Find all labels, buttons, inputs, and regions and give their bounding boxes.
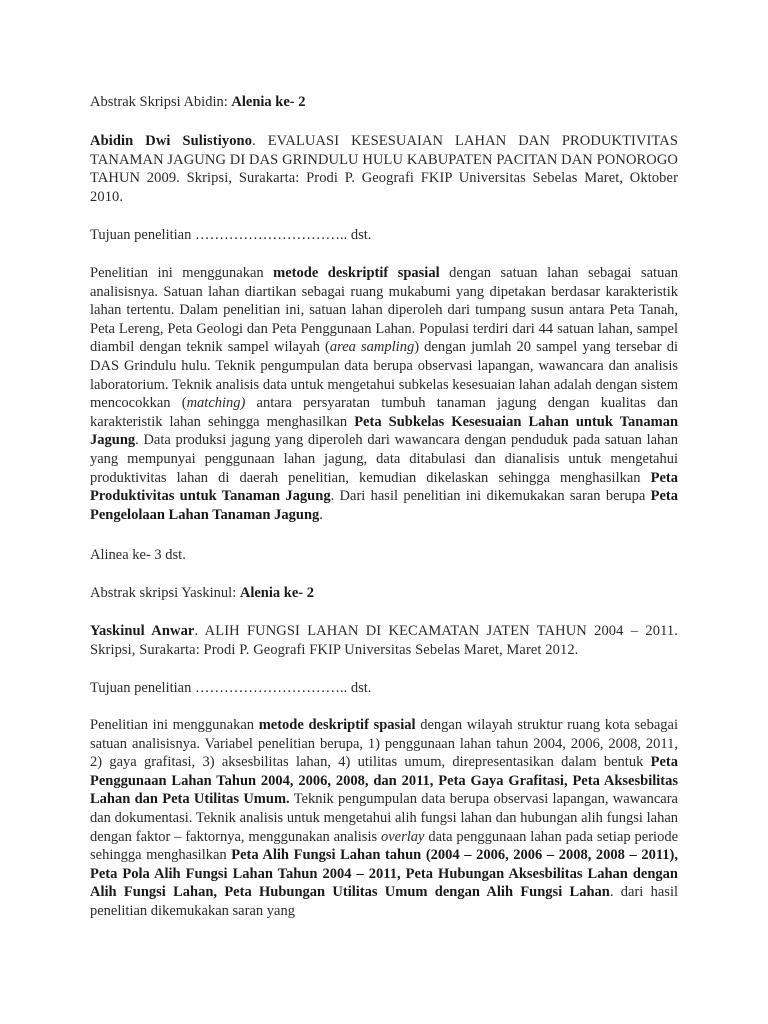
heading-paragraph-label: Alenia ke- 2 [239,585,314,601]
body-italic-term: area sampling [329,339,415,356]
citation-text: . ALIH FUNGSI LAHAN DI KECAMATAN JATEN TAHUN 2004 – 2011. Skripsi, Surakarta: Prodi P. Geografi FKIP Universitas Sebelas Maret, Maret 2012. [90,623,678,658]
body-text: dengan satuan lahan sebagai satuan analisisnya. Satuan lahan diartikan sebagai ruang mukabumi yang dipetakan berdasar karakteristik lahan tertentu. Dalam penelitian ini, satuan lahan diperoleh dari tumpang susun antara Peta Tanah, Peta Lereng, Peta Geologi dan Peta Penggunaan Lahan. Populasi terdiri dari 44 satuan lahan, sampel diambil dengan teknik sampel wilayah ( [90,265,679,356]
citation-text: . EVALUASI KESESUAIAN LAHAN DAN PRODUKTIVITAS TANAMAN JAGUNG DI DAS GRINDULU HULU KABUPATEN PACITAN DAN PONOROGO TAHUN 2009. Skripsi, Surakarta: Prodi P. Geografi FKIP Universitas Sebelas Maret, Oktober 2010. [90,133,678,205]
body-text: . Data produksi jagung yang diperoleh dari wawancara dengan penduduk pada satuan lahan yang mempunyai penggunaan lahan jagung, data ditabulasi dan dianalisis untuk mengetahui produktivitas lahan di daerah penelitian, kemudian dikelaskan sehingga menghasilkan [90,432,678,486]
body-bold-method: metode deskriptif spasial [273,265,440,281]
body-text: dengan wilayah struktur ruang kota sebagai satuan analisisnya. Variabel penelitian berupa, 1) penggunaan lahan tahun 2004, 2006, 2008, 2011, 2) gaya grafitasi, 3) aksesbilitas lahan, 4) utilitas umum, direpresentasikan dalam bentuk [90,717,678,771]
heading-paragraph-label: Alenia ke- 2 [231,94,306,110]
body-text: . Dari hasil penelitian ini dikemukakan saran berupa [330,488,651,505]
body-text: antara persyaratan tumbuh tanaman jagung dengan kualitas dan karakteristik lahan sehingga menghasilkan [90,395,679,430]
purpose-text: Tujuan penelitian ………………………….. dst. [90,227,372,243]
abstract-body-abidin [90,264,678,524]
next-paragraph-note [90,546,678,565]
body-bold-map: Peta Pengelolaan Lahan Tanaman Jagung [90,488,678,523]
citation-yaskinul [90,622,678,659]
body-text: . [319,506,323,523]
body-bold-map: Peta Penggunaan Lahan Tahun 2004, 2006, 2008, dan 2011, Peta Gaya Grafitasi, Peta Aksesbilitas Lahan dan Peta Utilitas Umum. [90,754,678,808]
body-italic-term: overlay [381,828,425,845]
body-bold-map: Peta Produktivitas untuk Tanaman Jagung [90,469,678,505]
body-italic-term: matching) [186,395,246,412]
body-text: ) dengan jumlah 20 sampel yang tersebar di DAS Grindulu hulu. Teknik pengumpulan data berupa observasi lapangan, wawancara dan analisis laboratorium. Teknik analisis data untuk mengetahui subkelas kesesuaian lahan adalah dengan sistem mencocokkan ( [90,339,678,412]
abstract-heading-yaskinul [90,584,678,603]
body-bold-method: metode deskriptif spasial [258,717,416,733]
author-name: Abidin Dwi Sulistiyono [90,133,253,149]
body-text: Penelitian ini menggunakan [90,717,259,733]
body-text: Teknik pengumpulan data berupa observasi lapangan, wawancara dan dokumentasi. Teknik analisis untuk mengetahui alih fungsi lahan dan hubungan alih fungsi lahan dengan faktor – faktornya, menggunakan analisis [90,791,678,845]
purpose-line-abidin [90,226,678,245]
abstract-body-yaskinul [90,716,678,921]
heading-prefix: Abstrak skripsi Yaskinul: [90,585,240,601]
purpose-line-yaskinul [90,679,678,698]
purpose-text: Tujuan penelitian ………………………….. dst. [90,680,372,696]
abstract-heading-abidin [90,93,678,112]
body-bold-map: Peta Subkelas Kesesuaian Lahan untuk Tanaman Jagung [90,413,679,449]
citation-abidin [90,132,678,206]
note-text: Alinea ke- 3 dst. [90,547,186,563]
heading-prefix: Abstrak Skripsi Abidin: [90,94,232,110]
body-text: data penggunaan lahan pada setiap periode sehingga menghasilkan [90,828,678,864]
body-text: Penelitian ini menggunakan [90,265,274,281]
author-name: Yaskinul Anwar [90,623,195,639]
body-bold-map: Peta Alih Fungsi Lahan tahun (2004 – 2006, 2006 – 2008, 2008 – 2011), Peta Pola Alih Fungsi Lahan Tahun 2004 – 2011, Peta Hubungan Aksesbilitas Lahan dengan Alih Fungsi Lahan, Peta Hubungan Utilitas Umum dengan Alih Fungsi Lahan [90,847,678,901]
body-text: . dari hasil penelitian dikemukakan saran yang [90,884,678,919]
